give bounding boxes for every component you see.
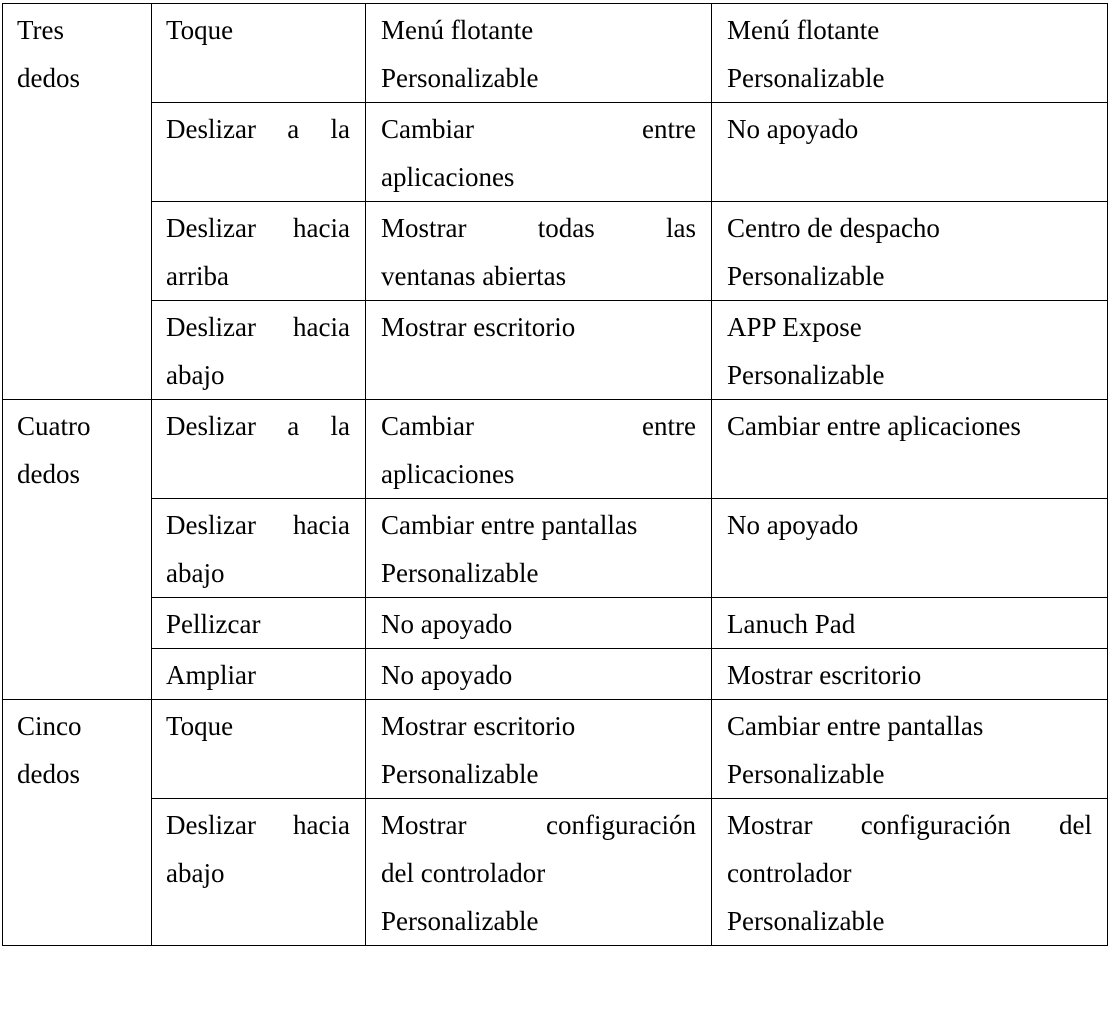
gesture-cell: Deslizar hacia abajo bbox=[152, 301, 366, 400]
table-row bbox=[3, 499, 1108, 598]
table-row bbox=[3, 202, 1108, 301]
table-row bbox=[3, 649, 1108, 700]
table-row bbox=[3, 4, 1108, 103]
action-cell-col3: Mostrar escritorio bbox=[712, 649, 1108, 700]
table-row bbox=[3, 103, 1108, 202]
action-cell-col2: Mostrar escritorio bbox=[366, 301, 712, 400]
finger-count-label: dedos bbox=[17, 459, 80, 489]
finger-count-cell bbox=[3, 4, 152, 400]
action-cell-col3: Cambiar entre pantallas Personalizable bbox=[712, 700, 1108, 799]
action-cell-col3: Centro de despacho Personalizable bbox=[712, 202, 1108, 301]
action-cell-col3: Menú flotante Personalizable bbox=[712, 4, 1108, 103]
table-body bbox=[3, 4, 1108, 946]
action-cell-col3: APP Expose Personalizable bbox=[712, 301, 1108, 400]
table-row bbox=[3, 799, 1108, 946]
gesture-cell: Deslizar hacia arriba bbox=[152, 202, 366, 301]
gesture-cell: Deslizar a la bbox=[152, 400, 366, 499]
document-page bbox=[2, 3, 1107, 946]
action-cell-col2: Cambiar entre aplicaciones bbox=[366, 103, 712, 202]
finger-count-label: dedos bbox=[17, 759, 80, 789]
finger-count-cell bbox=[3, 700, 152, 946]
action-cell-col3: Mostrar configuración del controlador Personalizable bbox=[712, 799, 1108, 946]
action-cell-col3: No apoyado bbox=[712, 499, 1108, 598]
gesture-cell: Deslizar hacia abajo bbox=[152, 799, 366, 946]
gesture-cell: Ampliar bbox=[152, 649, 366, 700]
action-cell-col2: Cambiar entre pantallas Personalizable bbox=[366, 499, 712, 598]
action-cell-col3: Lanuch Pad bbox=[712, 598, 1108, 649]
table-row bbox=[3, 598, 1108, 649]
table-row bbox=[3, 400, 1108, 499]
gesture-cell: Toque bbox=[152, 4, 366, 103]
action-cell-col2: Mostrar configuración del controlador Personalizable bbox=[366, 799, 712, 946]
gesture-cell: Toque bbox=[152, 700, 366, 799]
finger-count-label: Cuatro bbox=[17, 411, 91, 441]
action-cell-col2: Menú flotante Personalizable bbox=[366, 4, 712, 103]
finger-count-label: Tres bbox=[17, 15, 65, 45]
gesture-table bbox=[2, 3, 1108, 946]
finger-count-label: dedos bbox=[17, 63, 80, 93]
action-cell-col3: No apoyado bbox=[712, 103, 1108, 202]
finger-count-label: Cinco bbox=[17, 711, 82, 741]
gesture-cell: Deslizar a la bbox=[152, 103, 366, 202]
table-row bbox=[3, 700, 1108, 799]
finger-count-cell bbox=[3, 400, 152, 700]
action-cell-col2: Mostrar escritorio Personalizable bbox=[366, 700, 712, 799]
action-cell-col2: Cambiar entre aplicaciones bbox=[366, 400, 712, 499]
action-cell-col2: No apoyado bbox=[366, 649, 712, 700]
table-row bbox=[3, 301, 1108, 400]
gesture-cell: Pellizcar bbox=[152, 598, 366, 649]
action-cell-col2: No apoyado bbox=[366, 598, 712, 649]
gesture-cell: Deslizar hacia abajo bbox=[152, 499, 366, 598]
action-cell-col3: Cambiar entre aplicaciones bbox=[712, 400, 1108, 499]
action-cell-col2: Mostrar todas las ventanas abiertas bbox=[366, 202, 712, 301]
